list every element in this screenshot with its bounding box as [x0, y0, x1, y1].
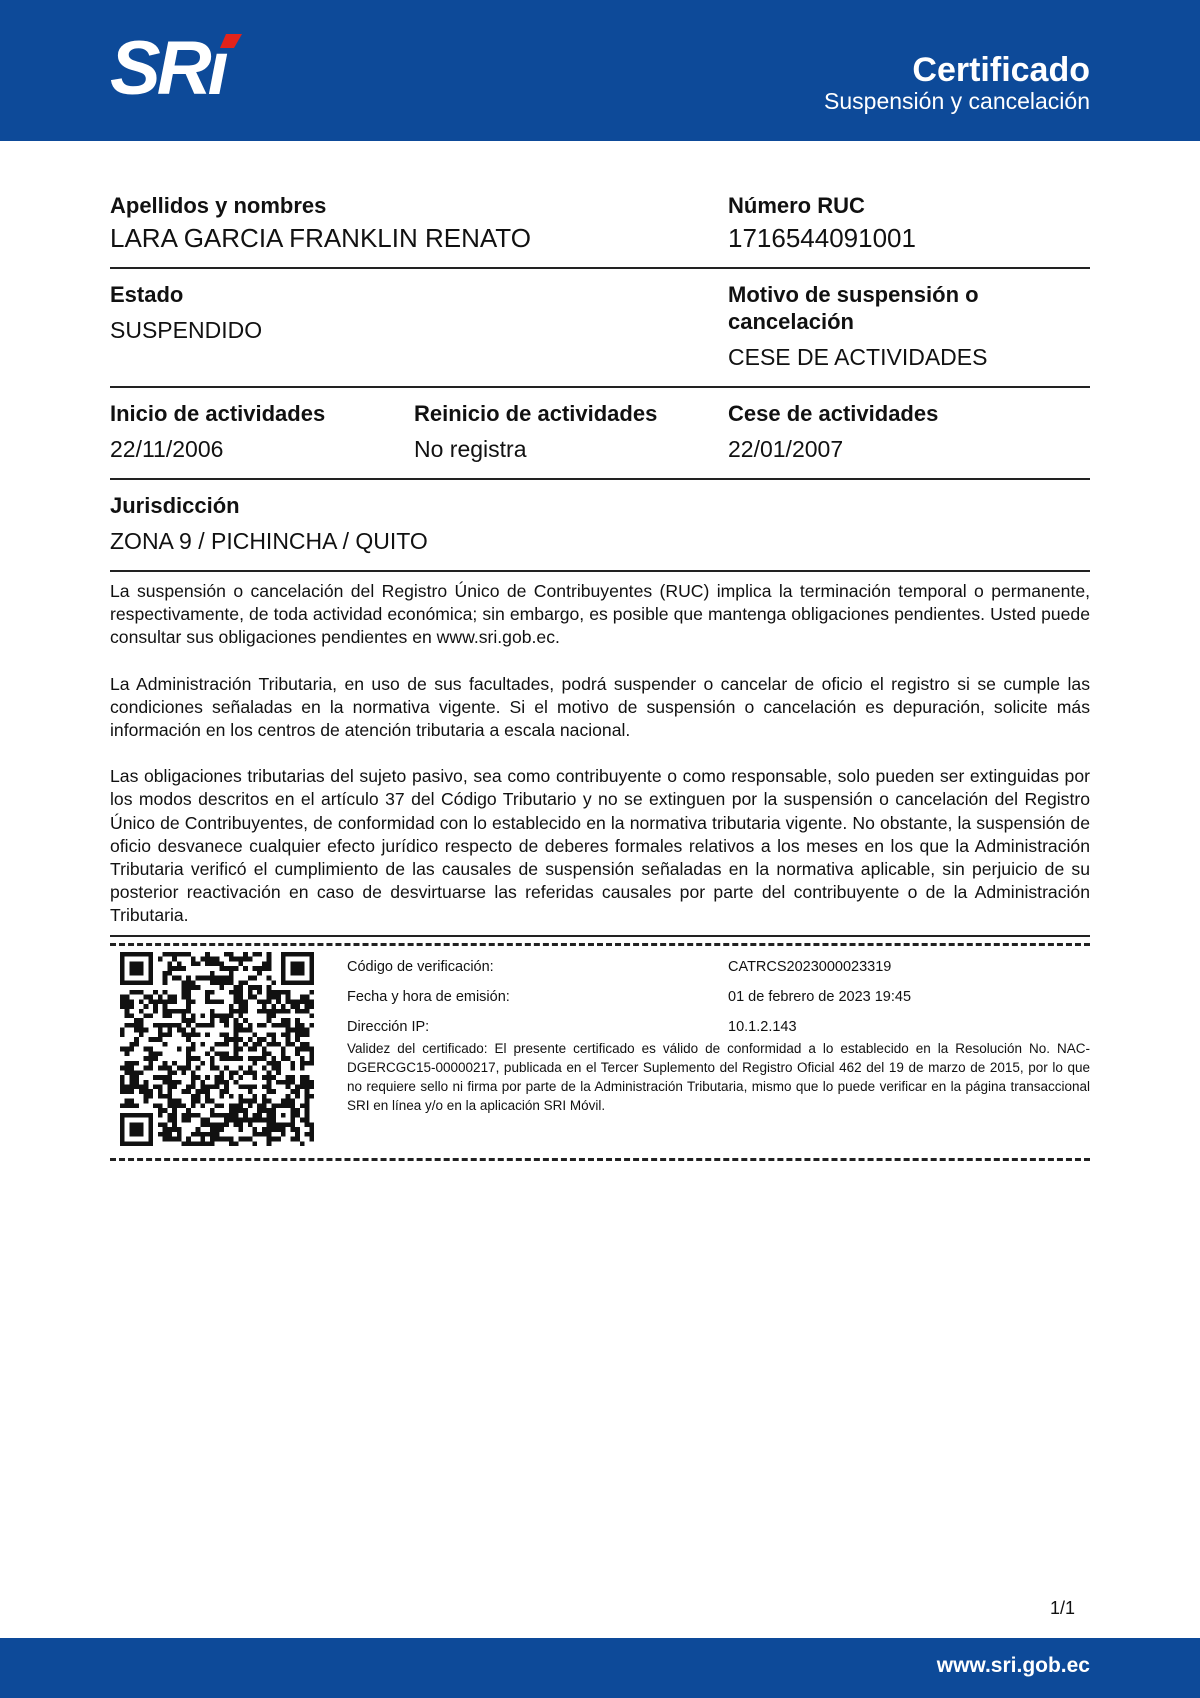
motivo-field [728, 281, 1028, 371]
reinicio-field [414, 400, 657, 463]
validez-certificado-text: Validez del certificado: El presente certificado es válido de conformidad a lo establecido en la Resolución No. NAC-DGERCGC15-00000217, publicada en el Tercer Suplemento del Registro Oficial 462 del 19 de marzo de 2015, por lo que no requiere sello ni firma por parte de la Administración Tributaria, mismo que lo puede verificar en la página transaccional SRI en línea y/o en la aplicación SRI Móvil. [347, 1040, 1090, 1113]
ruc-value: 1716544091001 [728, 223, 916, 253]
codigo-verificacion-label: Código de verificación: [347, 958, 494, 975]
inicio-value: 22/11/2006 [110, 436, 224, 462]
sri-logo [110, 30, 250, 102]
cese-field [728, 400, 938, 463]
reinicio-label: Reinicio de actividades [414, 401, 658, 426]
estado-label: Estado [110, 282, 184, 307]
motivo-label: Motivo de suspensión o cancelación [728, 282, 979, 334]
jurisdiccion-label: Jurisdicción [110, 493, 240, 518]
ruc-label: Número RUC [728, 193, 865, 218]
legal-paragraph-3: Las obligaciones tributarias del sujeto pasivo, sea como contribuyente o como responsable, solo pueden ser extinguidas por los modos descritos en el artículo 37 del Código Tributario y no se extinguen por la suspensión o cancelación del Registro Único de Contribuyentes, de conformidad con lo establecido en la normativa tributaria vigente. No obstante, la suspensión de oficio desvanece cualquier efecto jurídico respecto de deberes formales relativos a los meses en los que la Administración Tributaria verificó el cumplimiento de las causales de suspensión señaladas en la normativa aplicable, sin perjuicio de su posterior reactivación en caso de desvirtuarse las referidas causales por parte del contribuyente o de la Administración Tributaria. [110, 766, 1090, 926]
verification-block [110, 946, 1090, 1158]
legal-text [110, 572, 1090, 928]
footer-bar [0, 1638, 1200, 1698]
codigo-verificacion-value: CATRCS2023000023319 [728, 958, 892, 975]
document-subtitle: Suspensión y cancelación [824, 88, 1090, 114]
jurisdiccion-value: ZONA 9 / PICHINCHA / QUITO [110, 528, 428, 554]
motivo-value: CESE DE ACTIVIDADES [728, 344, 988, 370]
footer-website-link[interactable]: www.sri.gob.ec [936, 1654, 1090, 1677]
actividades-section [110, 388, 1090, 480]
fecha-emision-value: 01 de febrero de 2023 19:45 [728, 988, 912, 1005]
reinicio-value: No registra [414, 436, 527, 462]
jurisdiccion-section [110, 480, 1090, 572]
inicio-label: Inicio de actividades [110, 401, 326, 426]
cese-value: 22/01/2007 [728, 436, 844, 462]
svg-text:SRı: SRı [110, 30, 225, 102]
fecha-emision-label: Fecha y hora de emisión: [347, 988, 510, 1005]
jurisdiccion-field [110, 492, 428, 555]
document-title: Certificado [912, 51, 1090, 89]
divider-line [110, 935, 1090, 937]
inicio-field [110, 400, 325, 463]
estado-section [110, 269, 1090, 388]
qr-code [120, 952, 314, 1146]
legal-paragraph-1: La suspensión o cancelación del Registro Único de Contribuyentes (RUC) implica la terminación temporal o permanente, respectivamente, de toda actividad económica; sin embargo, es posible que mantenga obligaciones pendientes. Usted puede consultar sus obligaciones pendientes en www.sri.gob.ec. [110, 581, 1090, 648]
estado-value: SUSPENDIDO [110, 317, 263, 343]
legal-paragraph-2: La Administración Tributaria, en uso de sus facultades, podrá suspender o cancelar de oficio el registro si se cumple las condiciones señaladas en la normativa vigente. Si el motivo de suspensión o cancelación es depuración, solicite más información en los centros de atención tributaria a escala nacional. [110, 673, 1090, 741]
nombres-field [110, 192, 531, 254]
dashed-divider-bottom [110, 1158, 1090, 1161]
contribuyente-section [110, 180, 1090, 269]
nombres-label: Apellidos y nombres [110, 193, 327, 218]
estado-field [110, 281, 262, 344]
page-number: 1/1 [1049, 1598, 1075, 1618]
header-bar [0, 0, 1200, 141]
direccion-ip-value: 10.1.2.143 [728, 1018, 797, 1035]
direccion-ip-label: Dirección IP: [347, 1018, 430, 1035]
nombres-value: LARA GARCIA FRANKLIN RENATO [110, 223, 531, 253]
ruc-field [728, 192, 916, 254]
cese-label: Cese de actividades [728, 401, 939, 426]
certificate-body [110, 180, 1090, 1161]
